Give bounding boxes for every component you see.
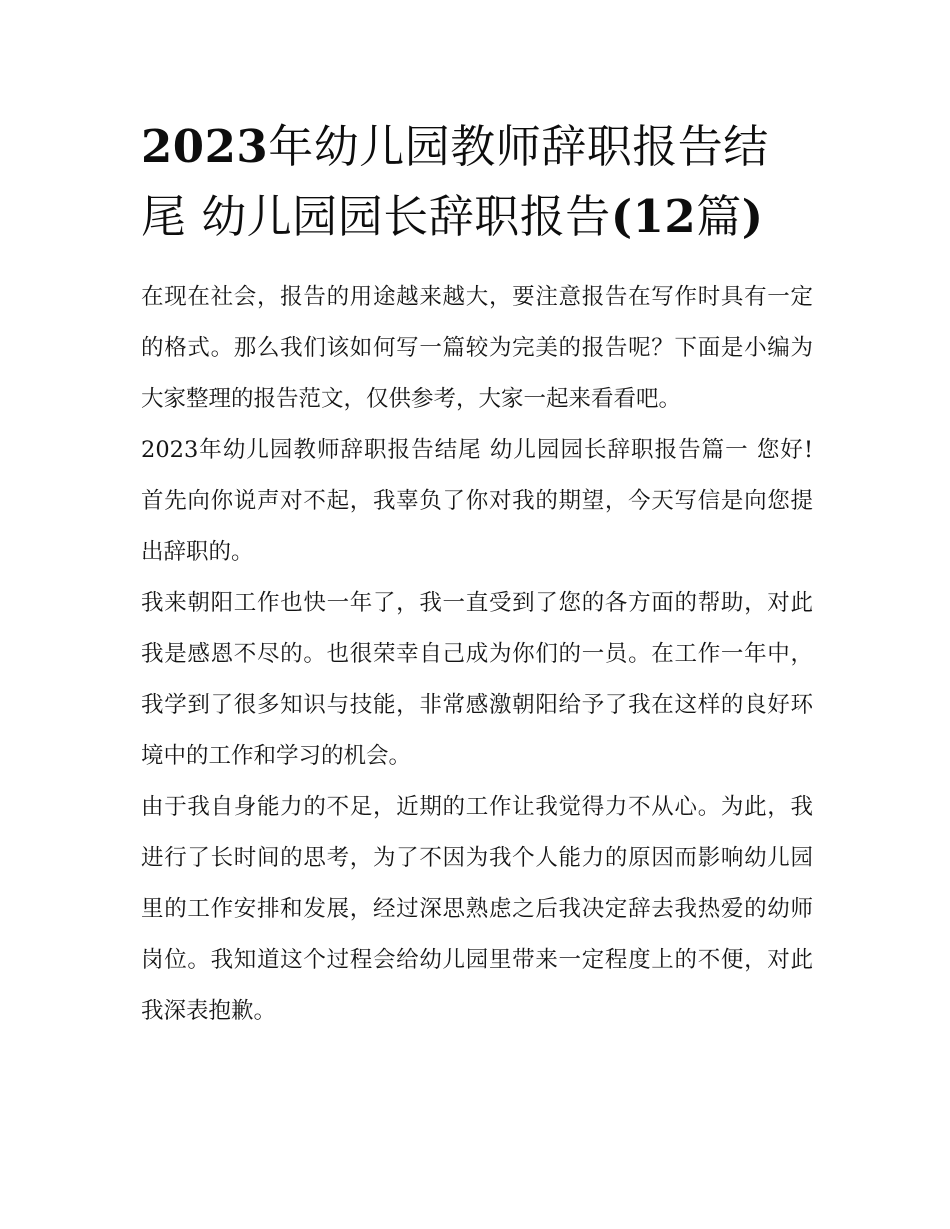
- title-main-text: 年幼儿园教师辞职报告结尾 幼儿园园长辞职报告: [141, 120, 769, 243]
- title-unit: 篇: [696, 190, 742, 243]
- intro-paragraph: 在现在社会，报告的用途越来越大，要注意报告在写作时具有一定的格式。那么我们该如何写一篇较为完美的报告呢？下面是小编为大家整理的报告范文，仅供参考，大家一起来看看吧。: [141, 284, 813, 412]
- body-paragraph-reason: 由于我自身能力的不足，近期的工作让我觉得力不从心。为此，我进行了长时间的思考，为了不因为我个人能力的原因而影响幼儿园里的工作安排和发展，经过深思熟虑之后我决定辞去我热爱的幼师岗位。我知道这个过程会给幼儿园里带来一定程度上的不便，对此我深表抱歉。: [141, 794, 813, 1024]
- body-paragraph-greeting: 2023年幼儿园教师辞职报告结尾 幼儿园园长辞职报告篇一 您好! 首先向你说声对不起，我辜负了你对我的期望，今天写信是向您提出辞职的。: [141, 437, 813, 565]
- title-close-paren: ): [741, 190, 764, 243]
- body-paragraph-gratitude: 我来朝阳工作也快一年了，我一直受到了您的各方面的帮助，对此我是感恩不尽的。也很荣幸自己成为你们的一员。在工作一年中，我学到了很多知识与技能，非常感激朝阳给予了我在这样的良好环境中的工作和学习的机会。: [141, 590, 813, 769]
- document-title: [141, 112, 813, 252]
- title-year: 2023: [141, 120, 269, 173]
- document-body: [141, 112, 813, 1037]
- title-count: (12: [610, 190, 697, 243]
